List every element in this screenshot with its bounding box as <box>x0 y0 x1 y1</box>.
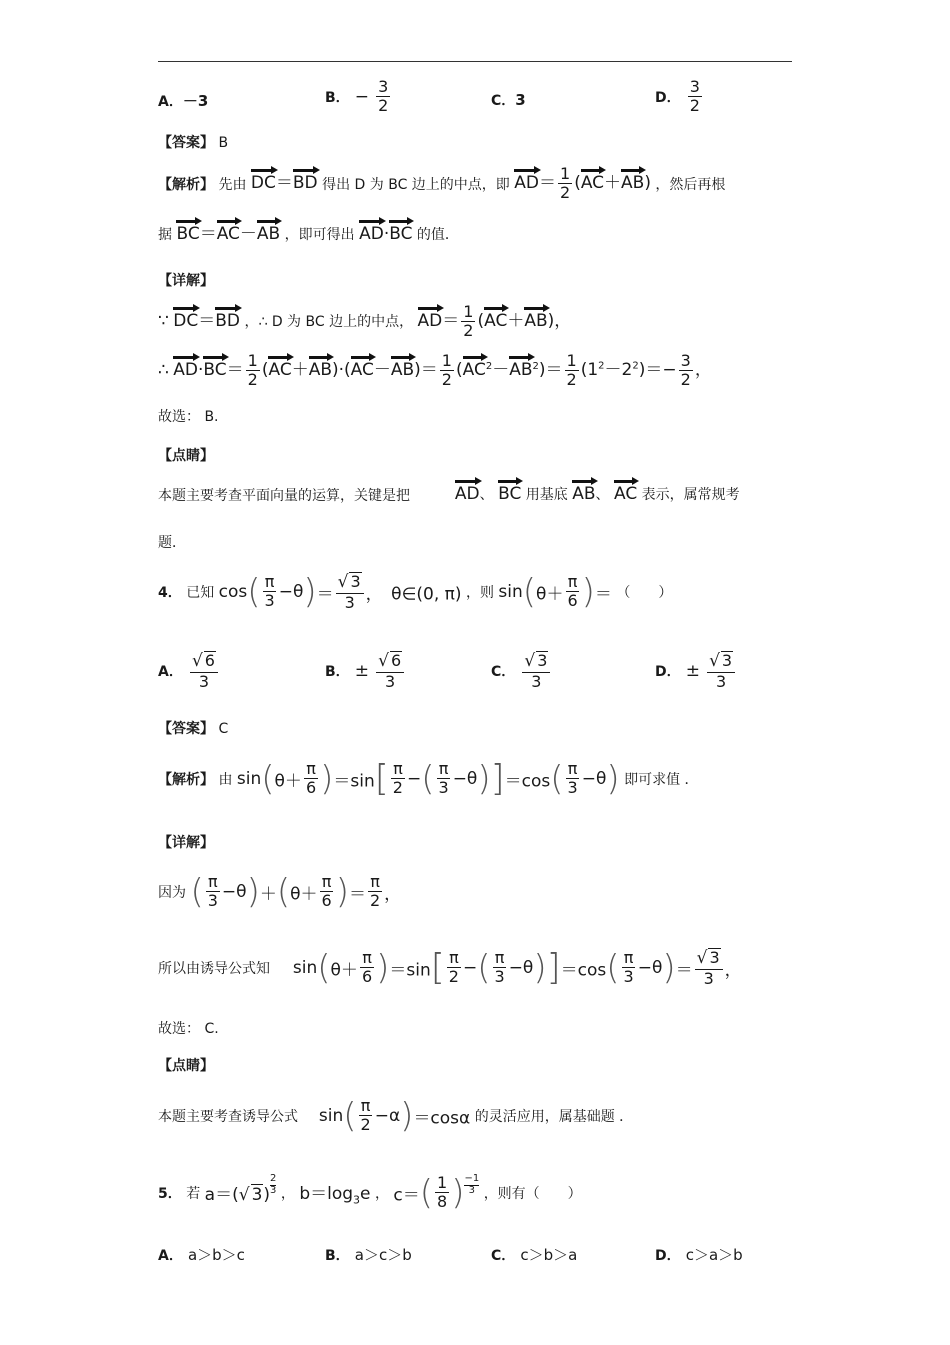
q4-analysis: 【解析】 由 sin(θ＋ $\frac{\pi}{6}$ )＝sin[ $\frac{\pi}{2}$ −( $\frac{\pi}{3}$ −θ)]＝cos( $\frac{\pi}{3}$ −θ) 即可求值 ． <box>158 757 699 799</box>
q4-answer: 【答案】 C <box>158 721 229 737</box>
q4-option-c: C． $\frac{√ 3}{3}$ <box>491 651 552 691</box>
q3-conclusion: 故选： B. <box>158 409 219 425</box>
q3-comment-line1: 本题主要考查平面向量的运算，关键是把 AD、 BC 用基底 AB、 AC 表示，属常规考 <box>158 478 740 505</box>
q3-option-a: A．－3 <box>158 92 209 110</box>
q4-detail-line2: 所以由诱导公式知 sin(θ＋ $\frac{\pi}{6}$ )＝sin[ $\frac{\pi}{2}$ −( $\frac{\pi}{3}$ −θ)]＝cos( $\frac{\pi}{3}$ −θ)＝ $\frac{√ 3}{3}$ ， <box>158 946 742 988</box>
q5-option-c: C． c＞b＞a <box>491 1246 578 1264</box>
q3-answer: 【答案】 B <box>158 135 229 151</box>
q5-option-d: D． c＞a＞b <box>655 1246 743 1264</box>
q3-detail-line1: ∵ DC＝BD ，∴ D 为 BC 边上的中点， AD＝ $\frac{1}{2}$ (AC＋AB)， <box>158 302 572 341</box>
header-divider <box>158 61 792 62</box>
q3-option-b: B． − $\frac{3}{2}$ <box>325 77 389 116</box>
q4-option-b: B． ± $\frac{√ 6}{3}$ <box>325 651 406 691</box>
q4-detail-tag: 【详解】 <box>158 835 214 851</box>
q4-comment-tag: 【点睛】 <box>158 1058 214 1074</box>
q5-stem: 5． 若 a＝(√ 3) $\frac{2}{3}$ ， $b=\log_3e$ ， c＝( $\frac{1}{8}$ ) $\frac{-1}{3}$ ，则有（ ） <box>158 1172 582 1213</box>
q4-option-d: D． ± $\frac{√ 3}{3}$ <box>655 651 737 691</box>
q3-detail-line2: ∴ AD·BC＝ $\frac{1}{2}$ (AC＋AB)·(AC－AB)＝ $\frac{1}{2}$ $(AC^2-AB^2)=$ $\frac{1}{2}$ $(1^2-2^2)=-$ $\frac{3}{2}$ ， <box>158 351 712 390</box>
q5-option-b: B． a＞c＞b <box>325 1246 412 1264</box>
q4-conclusion: 故选： C. <box>158 1021 219 1037</box>
q4-stem: 4． 已知 cos( $\frac{\pi}{3}$ −θ)＝ $\frac{√ 3}{3}$ ， θ∈(0, π) ，则 sin(θ＋ $\frac{\pi}{6}$ )＝ （ ） <box>158 571 673 612</box>
q3-option-d: D． $\frac{3}{2}$ <box>655 77 700 116</box>
q3-comment-tag: 【点睛】 <box>158 448 214 464</box>
q5-option-a: A． a＞b＞c <box>158 1246 245 1264</box>
q4-detail-line1: 因为 ( $\frac{\pi}{3}$ −θ)＋(θ＋ $\frac{\pi}{6}$ )＝ $\frac{\pi}{2}$ ， <box>158 871 402 912</box>
q3-detail-tag: 【详解】 <box>158 273 214 289</box>
q3-analysis-line1: 【解析】 先由 DC＝BD 得出 D 为 BC 边上的中点，即 AD＝ $\frac{1}{2}$ (AC＋AB) ，然后再根 <box>158 164 726 203</box>
q3-analysis-line2: 据 BC＝AC－AB ，即可得出 AD·BC 的值． <box>158 218 459 244</box>
q4-comment: 本题主要考查诱导公式 sin( $\frac{\pi}{2}$ −α)＝cosα 的灵活应用，属基础题 ． <box>158 1095 634 1136</box>
q4-option-a: A． $\frac{√ 6}{3}$ <box>158 651 220 691</box>
q3-comment-line2: 题． <box>158 535 186 551</box>
q3-option-c: C．3 <box>491 91 526 109</box>
